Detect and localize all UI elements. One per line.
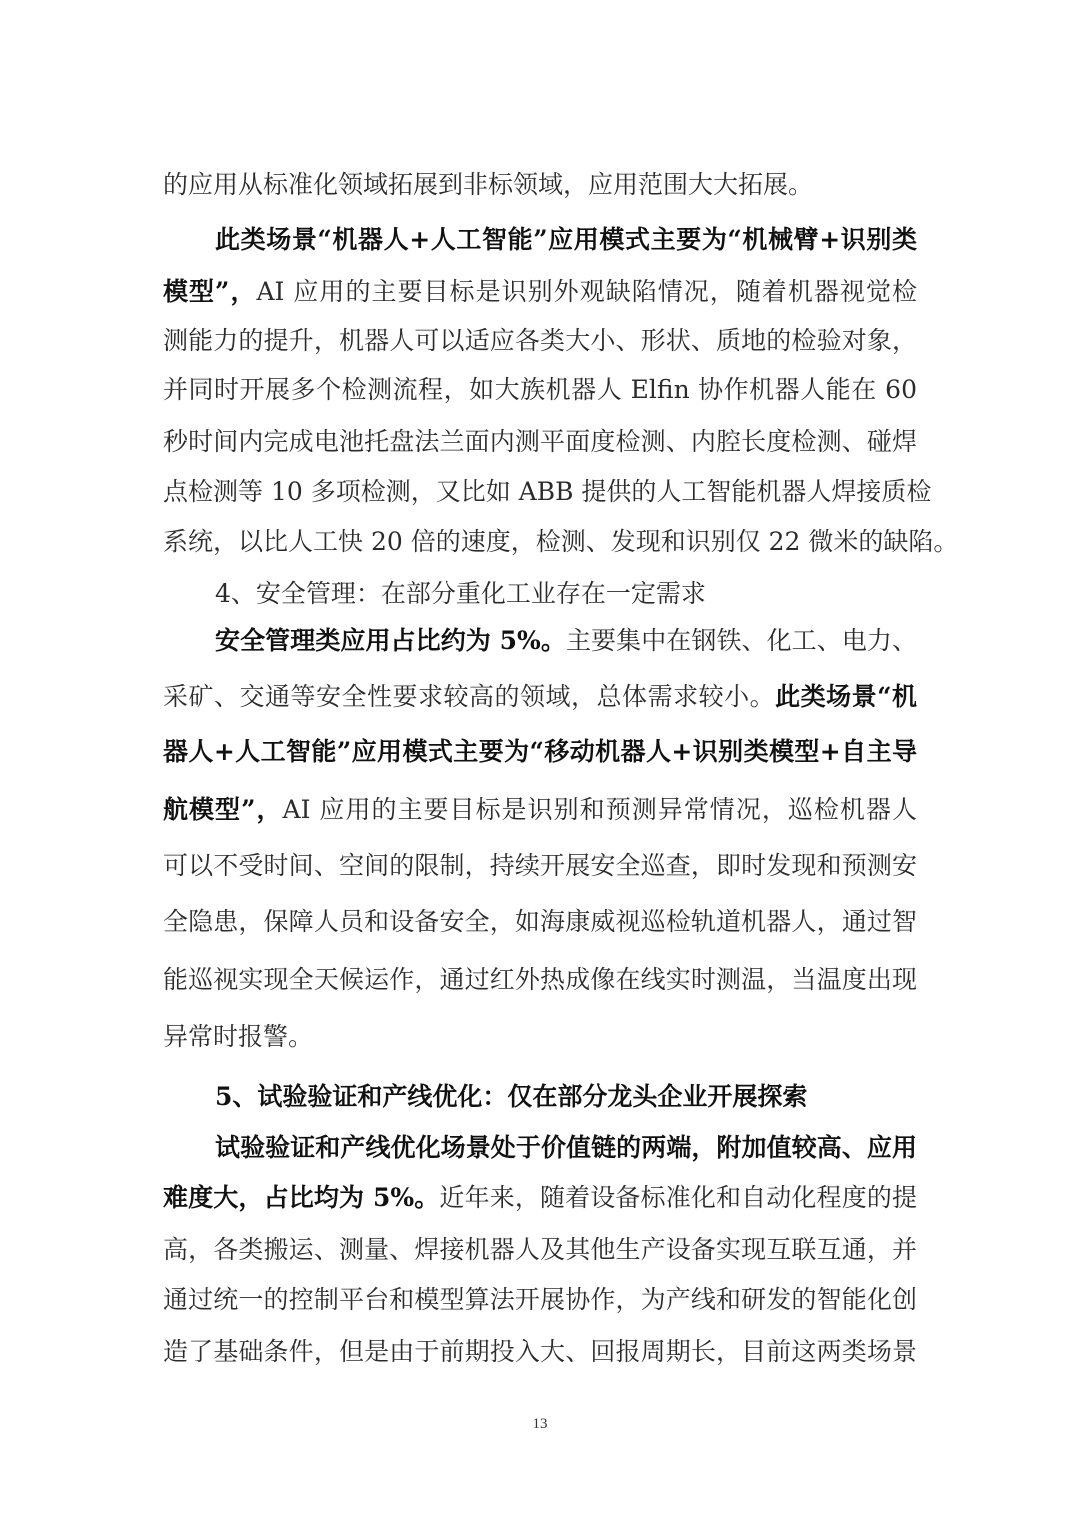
bold-text: 5、试验验证和产线优化：仅在部分龙头企业开展探索 bbox=[215, 1082, 808, 1111]
text-line bbox=[163, 1181, 917, 1215]
text-line bbox=[163, 425, 917, 459]
body-text: 的应用从标准化领域拓展到非标领域，应用范围大大拓展。 bbox=[163, 170, 814, 199]
text-line bbox=[163, 1020, 917, 1054]
text-line bbox=[215, 223, 917, 257]
text-line bbox=[215, 624, 917, 658]
bold-text: 此类场景“机 bbox=[775, 682, 917, 711]
text-line bbox=[163, 1335, 917, 1369]
body-text: AI 应用的主要目标是识别外观缺陷情况，随着机器视觉检 bbox=[256, 277, 917, 306]
text-line bbox=[163, 373, 917, 407]
text-line bbox=[163, 963, 917, 997]
body-text: 能巡视实现全天候运作，通过红外热成像在线实时测温，当温度出现 bbox=[163, 965, 917, 994]
text-line bbox=[215, 1131, 917, 1165]
page-number: 13 bbox=[532, 1416, 548, 1432]
body-text: 全隐患，保障人员和设备安全，如海康威视巡检轨道机器人，通过智 bbox=[163, 907, 917, 936]
bold-text: 器人+人工智能”应用模式主要为“移动机器人+识别类模型+自主导 bbox=[163, 737, 917, 766]
body-text: 点检测等 10 多项检测，又比如 ABB 提供的人工智能机器人焊接质检 bbox=[163, 477, 932, 506]
body-text: 主要集中在钢铁、化工、电力、 bbox=[565, 626, 917, 655]
bold-text: 此类场景“机器人+人工智能”应用模式主要为“机械臂+识别类 bbox=[215, 225, 917, 254]
body-text: 高，各类搬运、测量、焊接机器人及其他生产设备实现互联互通，并 bbox=[163, 1235, 917, 1264]
body-text: 异常时报警。 bbox=[163, 1022, 314, 1051]
text-line bbox=[163, 525, 959, 559]
body-text: 并同时开展多个检测流程，如大族机器人 Elfin 协作机器人能在 60 bbox=[163, 375, 917, 404]
body-text: 近年来，随着设备标准化和自动化程度的提 bbox=[439, 1183, 917, 1212]
body-text: AI 应用的主要目标是识别和预测异常情况，巡检机器人 bbox=[282, 795, 917, 824]
bold-text: 试验验证和产线优化场景处于价值链的两端，附加值较高、应用 bbox=[215, 1133, 917, 1162]
text-line bbox=[163, 1283, 917, 1317]
body-text: 采矿、交通等安全性要求较高的领域，总体需求较小。 bbox=[163, 682, 776, 711]
bold-text: 模型”， bbox=[163, 277, 257, 306]
text-line bbox=[163, 168, 917, 202]
text-line bbox=[163, 275, 917, 309]
bold-text: 航模型”， bbox=[163, 795, 283, 824]
body-text: 秒时间内完成电池托盘法兰面内测平面度检测、内腔长度检测、碰焊 bbox=[163, 427, 917, 456]
text-line bbox=[163, 735, 917, 769]
text-line bbox=[163, 324, 917, 358]
text-line bbox=[163, 905, 917, 939]
body-text: 造了基础条件，但是由于前期投入大、回报周期长，目前这两类场景 bbox=[163, 1337, 917, 1366]
text-line bbox=[163, 1233, 917, 1267]
bold-text: 安全管理类应用占比约为 5%。 bbox=[215, 626, 566, 655]
body-text: 通过统一的控制平台和模型算法开展协作，为产线和研发的智能化创 bbox=[163, 1285, 917, 1314]
body-text: 测能力的提升，机器人可以适应各类大小、形状、质地的检验对象， bbox=[163, 326, 917, 355]
bold-text: 难度大，占比均为 5%。 bbox=[163, 1183, 440, 1212]
text-line bbox=[163, 475, 932, 509]
body-text: 4、安全管理：在部分重化工业存在一定需求 bbox=[215, 579, 706, 608]
body-text: 可以不受时间、空间的限制，持续开展安全巡查，即时发现和预测安 bbox=[163, 851, 917, 880]
text-line bbox=[163, 793, 917, 827]
body-text: 系统，以比人工快 20 倍的速度，检测、发现和识别仅 22 微米的缺陷。 bbox=[163, 527, 959, 556]
text-line bbox=[215, 577, 917, 611]
text-line bbox=[163, 680, 917, 714]
text-line bbox=[215, 1080, 917, 1114]
text-line bbox=[163, 849, 917, 883]
